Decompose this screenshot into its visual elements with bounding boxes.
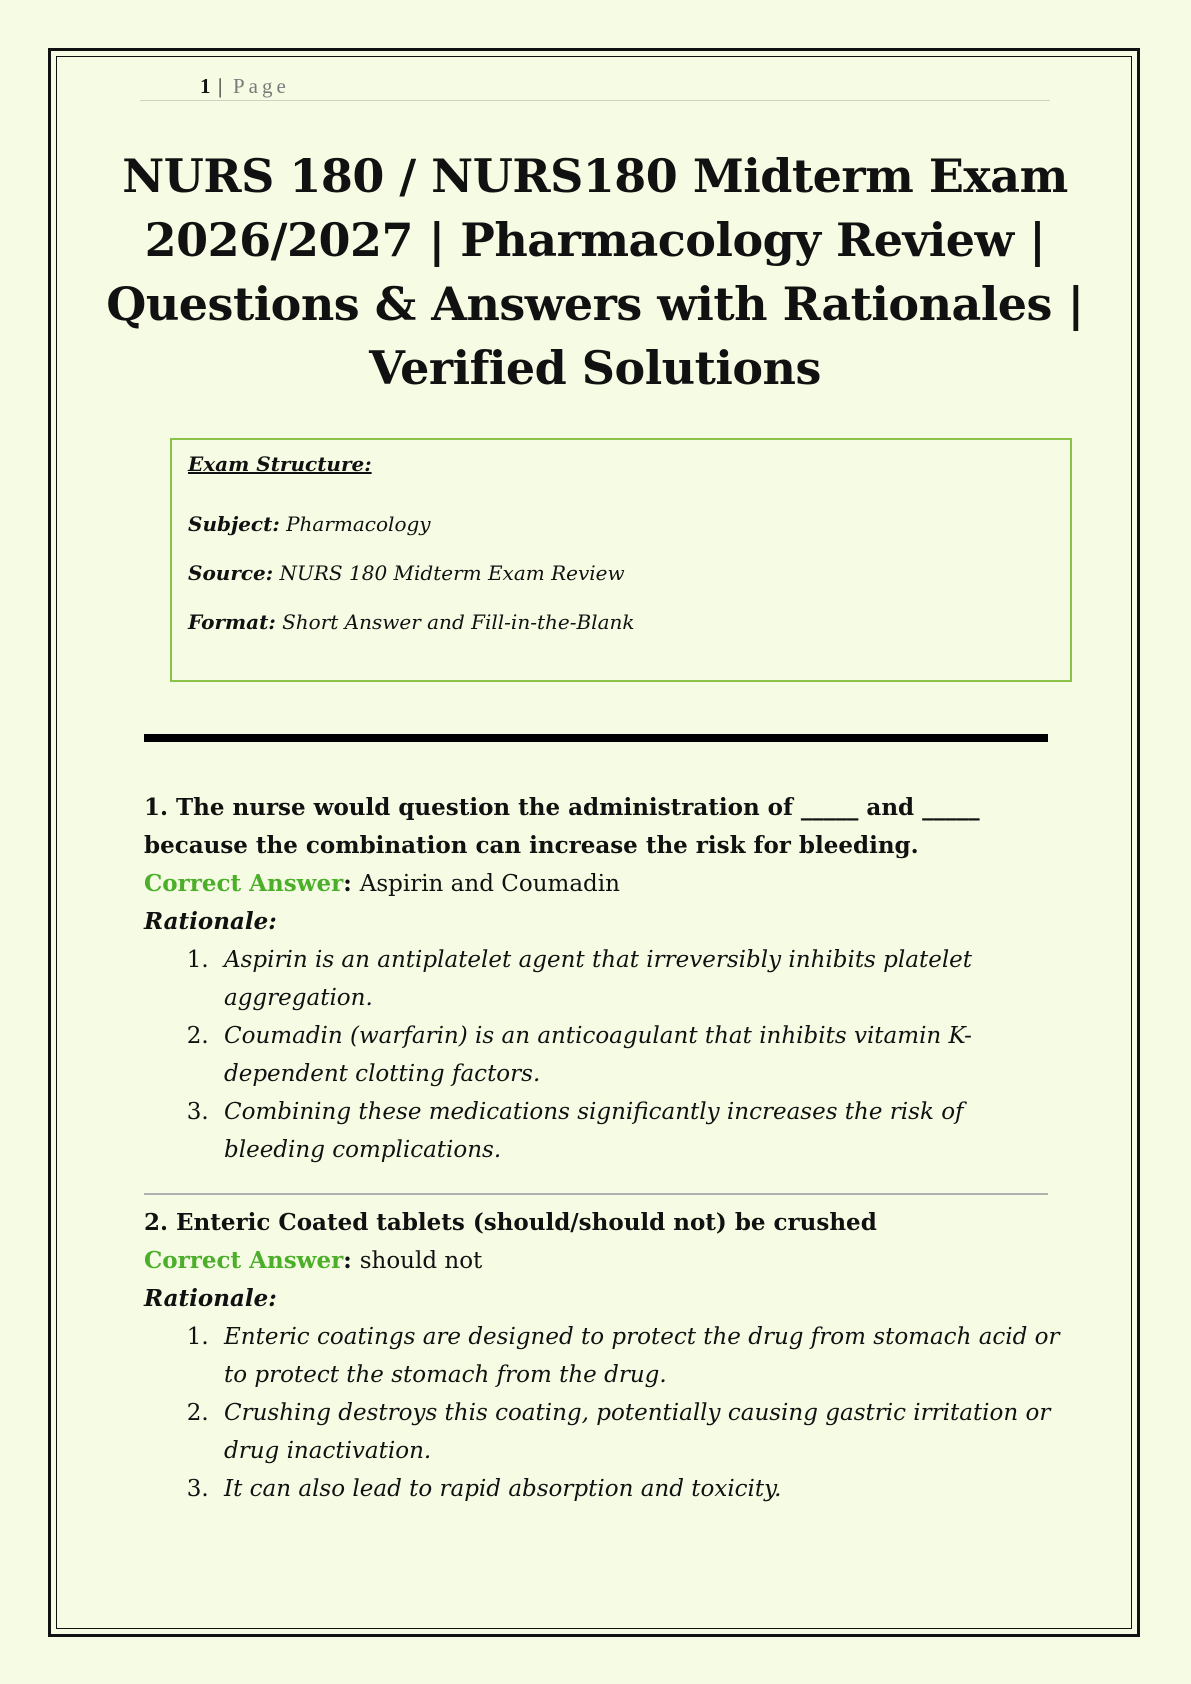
format-label: Format: [188, 610, 276, 634]
exam-structure-heading: Exam Structure: [188, 452, 372, 476]
page-header [140, 72, 1050, 101]
subject-value: Pharmacology [286, 512, 431, 536]
rationale-label: Rationale: [144, 908, 277, 935]
correct-answer-value: Aspirin and Coumadin [359, 871, 620, 897]
subject-label: Subject: [188, 512, 280, 536]
question-text: 1. The nurse would question the administration of _____ and _____ because the combination can increase the risk for bleeding. [144, 794, 980, 859]
document-title: NURS 180 / NURS180 Midterm Exam 2026/2027 | Pharmacology Review | Questions & Answers with Rationales | Verified Solutions [106, 149, 1084, 395]
section-divider-thick [144, 734, 1048, 742]
question-1 [144, 789, 1064, 1169]
question-2 [144, 1204, 1064, 1508]
correct-answer-label: Correct Answer [144, 1247, 344, 1274]
correct-answer-label: Correct Answer [144, 870, 344, 897]
rationale-item: 1. Aspirin is an antiplatelet agent that irreversibly inhibits platelet aggregation. [216, 941, 1064, 1017]
correct-answer-line: Correct Answer: Aspirin and Coumadin [144, 870, 620, 897]
format-row [188, 610, 635, 634]
rationale-item: 1. Enteric coatings are designed to protect the drug from stomach acid or to protect the stomach from the drug. [216, 1318, 1064, 1394]
subject-row [188, 512, 431, 536]
page-number: 1 [200, 74, 211, 98]
page-separator: | [218, 74, 223, 98]
exam-structure-box [170, 438, 1072, 682]
rationale-item: 3. It can also lead to rapid absorption and toxicity. [216, 1470, 1064, 1508]
format-value: Short Answer and Fill-in-the-Blank [282, 610, 635, 634]
rationale-list [144, 1318, 1064, 1508]
rationale-item: 3. Combining these medications significantly increases the risk of bleeding complications. [216, 1093, 1064, 1169]
question-divider [144, 1193, 1048, 1195]
source-value: NURS 180 Midterm Exam Review [279, 561, 625, 585]
rationale-label: Rationale: [144, 1285, 277, 1312]
page-label: Page [233, 74, 290, 98]
correct-answer-value: should not [359, 1248, 483, 1274]
rationale-list [144, 941, 1064, 1169]
source-row [188, 561, 625, 585]
rationale-item: 2. Coumadin (warfarin) is an anticoagulant that inhibits vitamin K-dependent clotting factors. [216, 1017, 1064, 1093]
correct-answer-line: Correct Answer: should not [144, 1247, 483, 1274]
question-text: 2. Enteric Coated tablets (should/should not) be crushed [144, 1209, 877, 1236]
source-label: Source: [188, 561, 274, 585]
rationale-item: 2. Crushing destroys this coating, potentially causing gastric irritation or drug inactivation. [216, 1394, 1064, 1470]
